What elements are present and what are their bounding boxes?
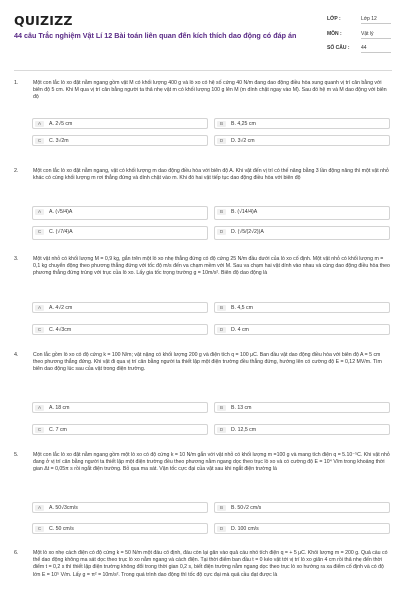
option-b[interactable] (214, 206, 390, 220)
option-key: C (35, 526, 44, 532)
option-d[interactable] (214, 324, 390, 335)
option-key: B (217, 505, 226, 511)
option-key: C (35, 327, 44, 333)
option-key: A (35, 405, 44, 411)
option-text: A. 4√2 cm (49, 305, 73, 311)
option-key: B (217, 405, 226, 411)
question-number: 1. (14, 80, 19, 86)
option-a[interactable] (32, 502, 208, 513)
quizizz-logo: QUIZIZZ (14, 13, 73, 28)
option-text: A. (√5/4)A (49, 209, 73, 215)
option-key: D (217, 229, 226, 235)
option-c[interactable] (32, 523, 208, 534)
option-key: D (217, 526, 226, 532)
option-text: B. 4,5 cm (231, 305, 253, 311)
question-number: 2. (14, 168, 19, 174)
option-key: A (35, 121, 44, 127)
option-key: B (217, 305, 226, 311)
question-number: 5. (14, 452, 19, 458)
option-text: A. 18 cm (49, 405, 70, 411)
option-a[interactable] (32, 206, 208, 220)
option-text: D. (√5/(2√2))A (231, 229, 264, 235)
option-key: A (35, 505, 44, 511)
option-a[interactable] (32, 302, 208, 313)
question-count-value: 44 (361, 45, 391, 53)
option-key: C (35, 138, 44, 144)
question-number: 3. (14, 256, 19, 262)
question-count-label: SỐ CÂU : (327, 45, 350, 51)
option-key: D (217, 138, 226, 144)
option-key: D (217, 427, 226, 433)
question-text: Một vật nhỏ có khối lượng M = 0,9 kg, gắn trên một lò xo nhẹ thẳng đứng có độ cứng 25 N/m đầu dưới của lò xo cố định. Một vật nhỏ có khối lượng m = 0,1 kg chuyển động theo phương thẳng đứng với tốc độ m/s đến va chạm mềm với M. Sau va chạm hai vật dính vào nhau và cùng dao động điều hòa theo phương thẳng đứng trùng với trục của lò xo. Lấy gia tốc trọng trường g = 10m/s². Biên độ dao động là (33, 256, 390, 277)
question-text: Con lắc gồm lò xo có độ cứng k = 100 N/m; vật nặng có khối lượng 200 g và điện tích q = 100 μC. Ban đầu vật dao động điều hòa với biên độ A = 5 cm theo phương thẳng đứng. Khi vật đi qua vị trí cân bằng người ta thiết lập một điện trường đều thẳng đứng, hướng lên có cường độ E = 0,12 MV/m. Tìm biên dao động lúc sau của vật trong điện trường. (33, 352, 382, 373)
option-text: C. 4√3cm (49, 327, 72, 333)
option-c[interactable] (32, 135, 208, 146)
option-key: B (217, 209, 226, 215)
question-text: Một con lắc lò xo đặt nằm ngang, vật có khối lượng m dao động điều hòa với biên độ A. Khi vật đến vị trí có thế năng bằng 3 lần động năng thì một vật nhỏ khác có cùng khối lượng m rơi thẳng đứng và dính chặt vào m. Khi đó hai vật tiếp tục dao động điều hòa với biên độ (33, 168, 389, 182)
option-text: A. 50√3cm/s (49, 505, 78, 511)
option-text: B. 13 cm (231, 405, 252, 411)
option-c[interactable] (32, 226, 208, 240)
option-b[interactable] (214, 118, 390, 129)
option-d[interactable] (214, 523, 390, 534)
header-divider (14, 70, 392, 71)
question-text: Một lò xo nhẹ cách điện có độ cứng k = 50 N/m một đầu cố định, đầu còn lại gắn vào quả cầu nhỏ tích điện q = + 5 μC. Khối lượng m = 200 g. Quả cầu có thể dao động không ma sát dọc theo trục lò xo nằm ngang và cách điện. Tại thời điểm ban đầu t = 0 kéo vật tới vị trí lò xo giãn 4 cm rồi thả nhẹ đến thời điểm t = 0,2 s thì thiết lập điện trường không đổi trong thời gian 0,2 s, biết điện trường nằm ngang dọc theo trục lò xo hướng ra xa điểm cố định và có độ lớn E = 10⁵ V/m. Lấy g = π² = 10m/s². Trong quá trình dao động thì tốc độ cực đại mà quả cầu đạt được là (33, 550, 388, 578)
question-5 (14, 452, 392, 542)
option-text: B. (√14/4)A (231, 209, 258, 215)
option-text: B. 4,25 cm (231, 121, 256, 127)
option-c[interactable] (32, 324, 208, 335)
question-6 (14, 550, 392, 598)
option-a[interactable] (32, 402, 208, 413)
question-1 (14, 80, 392, 144)
option-a[interactable] (32, 118, 208, 129)
option-c[interactable] (32, 424, 208, 435)
option-d[interactable] (214, 135, 390, 146)
class-value: Lớp 12 (361, 16, 391, 24)
option-text: B. 50√2 cm/s (231, 505, 262, 511)
option-text: D. 3√2 cm (231, 138, 255, 144)
option-d[interactable] (214, 226, 390, 240)
option-text: D. 100 cm/s (231, 526, 259, 532)
option-b[interactable] (214, 502, 390, 513)
option-key: B (217, 121, 226, 127)
option-text: C. 50 cm/s (49, 526, 74, 532)
question-3 (14, 256, 392, 338)
option-key: C (35, 229, 44, 235)
option-key: D (217, 327, 226, 333)
question-2 (14, 168, 392, 244)
question-4 (14, 352, 392, 440)
option-key: A (35, 305, 44, 311)
option-b[interactable] (214, 302, 390, 313)
option-key: C (35, 427, 44, 433)
option-text: D. 12,5 cm (231, 427, 257, 433)
class-label: LỚP : (327, 16, 341, 22)
question-text: Một con lắc lò xo đặt nằm ngang gồm vật M có khối lượng 400 g và lò xo có hệ số cứng 40 N/m đang dao động điều hòa xung quanh vị trí cân bằng với biên độ 5 cm. Khi M qua vị trí cân bằng người ta thả nhẹ vật m có khối lượng 100 g lên M (m dính chặt ngay vào M). Sau đó hệ m và M dao động với biên độ (33, 80, 387, 101)
question-text: Một con lắc lò xo đặt nằm ngang gồm một lò xo có độ cứng k = 10 N/m gắn với vật nhỏ có khối lượng m =100 g và mang tích điện q = 5.10⁻⁵C. Khi vật nhỏ đang ở vị trí cân bằng người ta thiết lập một điện trường đều theo phương nằm ngang dọc theo trục lò xo và có cường độ E = 10⁴ V/m trong khoảng thời gian Δt = 0,05π s rồi ngắt điện trường. Bỏ qua ma sát. Vận tốc cực đại của vật sau khi ngắt điện trường là (33, 452, 390, 473)
option-text: D. 4 cm (231, 327, 249, 333)
document-title: 44 câu Trắc nghiệm Vật Lí 12 Bài toán liên quan đến kích thích dao động có đáp án (14, 31, 297, 40)
subject-label: MÔN : (327, 31, 342, 37)
option-text: A. 2√5 cm (49, 121, 73, 127)
subject-value: Vật lý (361, 31, 391, 39)
option-b[interactable] (214, 402, 390, 413)
option-text: C. (√7/4)A (49, 229, 73, 235)
option-text: C. 3√2m (49, 138, 69, 144)
option-d[interactable] (214, 424, 390, 435)
option-key: A (35, 209, 44, 215)
question-number: 4. (14, 352, 19, 358)
option-text: C. 7 cm (49, 427, 67, 433)
question-number: 6. (14, 550, 19, 556)
